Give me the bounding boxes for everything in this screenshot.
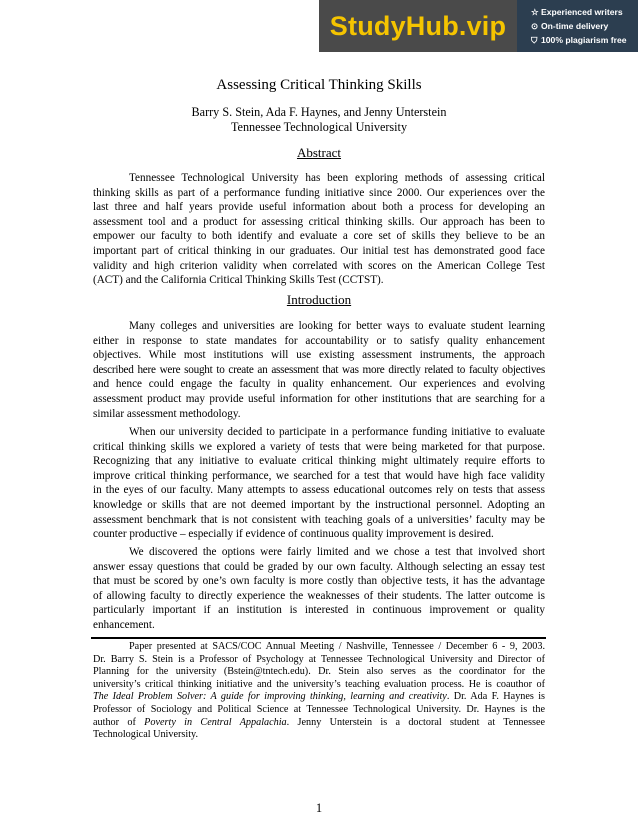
shield-check-icon: ⛉ (531, 35, 538, 45)
text-line: When our university decided to participate in a performance funding initiative to evaluate (129, 426, 545, 438)
text-line: Many colleges and universities are looking for better ways to evaluate student learning (129, 320, 545, 332)
text-line: assessment tool and a product for assessing critical thinking skills. Our approach has been to (93, 215, 545, 228)
footnote-line: Professor of Sociology and Political Science at Tennessee Technological University. Dr. Haynes is the (93, 703, 545, 715)
text-line: similar assessment methodology. (93, 407, 241, 420)
text-line: Tennessee Technological University has been exploring methods of assessing critical (129, 172, 545, 184)
feature-on-time-delivery: ⊙ On-time delivery (531, 21, 609, 31)
intro-paragraph-3 (93, 545, 545, 633)
text-line: critical thinking skills we explored a variety of tests that were being marketed for that purpose. (93, 440, 545, 453)
text-line: described here were sought to create an assessment that was more directly related to faculty objectives (93, 363, 545, 376)
text-line: that must be scored by one’s own faculty is more costly than objective tests, it has the advantage (93, 575, 545, 588)
feature-experienced-writers: ☆ Experienced writers (531, 7, 623, 17)
abstract-paragraph (93, 171, 545, 288)
text-line: counter productive – especially if evidence of continuous quality improvement is desired. (93, 528, 494, 541)
author-names: Barry S. Stein, Ada F. Haynes, and Jenny Unterstein (191, 105, 447, 119)
footnote (93, 641, 545, 742)
page-number: 1 (315, 801, 323, 815)
text-line: enhancement. (93, 618, 155, 631)
footnote-line: Paper presented at SACS/COC Annual Meeting / Nashville, Tennessee / December 6 - 9, 2003. (129, 641, 545, 652)
paper-title: Assessing Critical Thinking Skills (216, 77, 422, 93)
text-line: in the eyes of our faculty. Many attempts to assess educational outcomes rely on tests that assess (93, 484, 545, 497)
abstract-heading: Abstract (296, 145, 342, 160)
text-line: assessment product may provide useful information for other institutions that are searching for a (93, 392, 545, 405)
star-icon: ☆ (531, 7, 539, 17)
text-line: knowledge or skills that are not deemed important by the instructional personnel. Adopting an (93, 498, 545, 511)
footnote-line: Dr. Barry S. Stein is a Professor of Psychology at Tennessee Technological University and Director of (93, 653, 545, 665)
book-title-ideal-problem-solver: The Ideal Problem Solver: A guide for improving thinking, learning and creativity (93, 691, 447, 703)
text-line: (ACT) and the California Critical Thinking Skills Test (CCTST). (93, 274, 384, 287)
book-title-poverty-in-central-appalachia: Poverty in Central Appalachia (144, 716, 287, 728)
footnote-line: university’s critical thinking initiative and the university’s teaching evaluation process. He is coauthor of (93, 678, 545, 690)
text-line: last three and half years provide useful information about both a process for developing an (93, 201, 545, 214)
text-line: and hence could engage the faculty in quality enhancement. Our experiences and evolving (93, 378, 545, 391)
feature-plagiarism-free: ⛉ 100% plagiarism free (531, 35, 627, 45)
text-line: assessment benchmark that is not consistent with teaching goals of a universities’ faculty may be (93, 513, 545, 526)
text-line: particularly important if an institution is interested in continuous improvement or quality (93, 604, 545, 617)
text-line: of allowing faculty to directly experience the weaknesses of their students. The latter outcome is (93, 589, 545, 602)
footnote-line: Planning for the university (Bstein@tntech.edu). Dr. Stein also serves as the coordinator for the (93, 666, 545, 678)
text-line: Recognizing that any initiative to evaluate critical thinking might ultimately require efforts to (93, 455, 545, 468)
text-line: empower our faculty to both identify and evaluate a core set of skills they believe to be an (93, 230, 545, 243)
clock-icon: ⊙ (531, 21, 539, 31)
footnote-line: author of Poverty in Central Appalachia. Jenny Unterstein is a doctoral student at Tennessee (93, 716, 545, 728)
text-line: thinking skills as part of a performance funding initiative since 2000. Our experiences over the (93, 186, 545, 199)
text-line: answer essay questions that could be graded by our own faculty. Although selecting an essay test (93, 560, 545, 573)
studyhub-banner[interactable] (319, 0, 638, 52)
text-line: important part of critical thinking in our graduates. Our initial test has demonstrated good face (93, 244, 545, 257)
footnote-line: Technological University. (93, 729, 198, 741)
footnote-divider (91, 637, 546, 639)
introduction-heading: Introduction (286, 292, 352, 307)
text-line: objectives. While most institutions will use existing assessment instruments, the approach (93, 349, 545, 362)
intro-paragraph-2 (93, 425, 545, 542)
author-affiliation: Tennessee Technological University (230, 120, 408, 134)
text-line: validity and high criterion validity when correlated with scores on the American College Test (93, 259, 545, 272)
text-line: improve critical thinking performance, we searched for a test that would have high face validity (93, 469, 545, 482)
text-line: We discovered the options were fairly limited and we chose a test that involved short (129, 546, 545, 558)
footnote-line: The Ideal Problem Solver: A guide for improving thinking, learning and creativity. Dr. Ada F. Haynes is (93, 691, 546, 703)
author-block (0, 105, 638, 135)
studyhub-logo[interactable]: StudyHub.vip (319, 0, 517, 52)
intro-paragraph-1 (93, 319, 545, 421)
text-line: either in response to state mandates for accountability or to satisfy quality enhancement (93, 334, 545, 347)
